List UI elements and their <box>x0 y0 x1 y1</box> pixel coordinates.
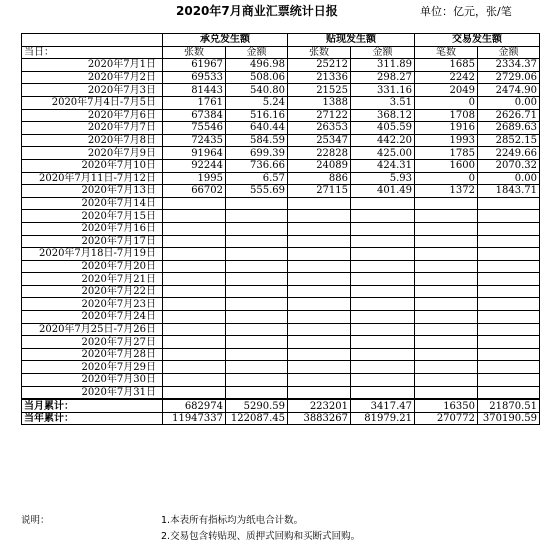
value-cell: 21525 <box>288 84 351 97</box>
date-cell: 2020年7月18日-7月19日 <box>22 248 163 261</box>
value-cell <box>288 210 351 223</box>
value-cell <box>288 298 351 311</box>
value-cell <box>226 386 288 399</box>
stats-table <box>21 33 540 425</box>
value-cell: 584.59 <box>226 134 288 147</box>
date-cell: 2020年7月2日 <box>22 71 163 84</box>
value-cell: 425.00 <box>351 147 415 160</box>
value-cell <box>351 248 415 261</box>
value-cell: 24089 <box>288 159 351 172</box>
table-row <box>22 374 540 387</box>
subheader-cell: 金额 <box>351 46 415 59</box>
unit-label: 单位：亿元，张/笔 <box>420 5 512 18</box>
group-header-row <box>22 34 540 47</box>
value-cell <box>351 210 415 223</box>
value-cell: 2474.90 <box>478 84 540 97</box>
value-cell <box>351 197 415 210</box>
value-cell <box>163 273 226 286</box>
value-cell <box>415 285 478 298</box>
value-cell: 1388 <box>288 96 351 109</box>
value-cell <box>163 210 226 223</box>
value-cell: 516.16 <box>226 109 288 122</box>
value-cell: 26353 <box>288 122 351 135</box>
value-cell: 424.31 <box>351 159 415 172</box>
value-cell <box>288 222 351 235</box>
value-cell <box>163 348 226 361</box>
total-label: 当月累计： <box>22 399 163 412</box>
value-cell: 2242 <box>415 71 478 84</box>
date-cell: 2020年7月8日 <box>22 134 163 147</box>
value-cell <box>478 311 540 324</box>
subheader-cell: 金额 <box>478 46 540 59</box>
value-cell <box>226 298 288 311</box>
note-item: 1.本表所有指标均为纸电合计数。 <box>161 515 304 526</box>
table-row <box>22 235 540 248</box>
value-cell: 1761 <box>163 96 226 109</box>
value-cell: 5.93 <box>351 172 415 185</box>
date-cell: 2020年7月9日 <box>22 147 163 160</box>
date-cell: 2020年7月10日 <box>22 159 163 172</box>
value-cell <box>478 361 540 374</box>
value-cell: 886 <box>288 172 351 185</box>
date-cell: 2020年7月28日 <box>22 348 163 361</box>
month-total-row <box>22 399 540 412</box>
value-cell <box>163 248 226 261</box>
value-cell: 27115 <box>288 185 351 198</box>
value-cell <box>163 361 226 374</box>
table-row <box>22 348 540 361</box>
value-cell: 67384 <box>163 109 226 122</box>
value-cell <box>163 311 226 324</box>
value-cell <box>226 374 288 387</box>
value-cell: 0.00 <box>478 96 540 109</box>
value-cell <box>415 273 478 286</box>
value-cell <box>478 248 540 261</box>
date-cell: 2020年7月17日 <box>22 235 163 248</box>
value-cell <box>163 197 226 210</box>
value-cell: 2334.37 <box>478 59 540 72</box>
subheader-cell: 金额 <box>226 46 288 59</box>
table-row <box>22 147 540 160</box>
value-cell <box>351 311 415 324</box>
value-cell: 0.00 <box>478 172 540 185</box>
value-cell: 1708 <box>415 109 478 122</box>
value-cell: 5290.59 <box>226 399 288 412</box>
value-cell <box>226 210 288 223</box>
value-cell <box>415 298 478 311</box>
value-cell: 1372 <box>415 185 478 198</box>
table-row <box>22 96 540 109</box>
table-row <box>22 336 540 349</box>
value-cell <box>226 348 288 361</box>
date-cell: 2020年7月6日 <box>22 109 163 122</box>
table-row <box>22 323 540 336</box>
value-cell: 496.98 <box>226 59 288 72</box>
value-cell <box>163 260 226 273</box>
date-cell: 2020年7月25日-7月26日 <box>22 323 163 336</box>
table-row <box>22 248 540 261</box>
value-cell <box>478 336 540 349</box>
value-cell <box>163 285 226 298</box>
value-cell <box>288 248 351 261</box>
value-cell: 1916 <box>415 122 478 135</box>
notes-label: 说明： <box>21 515 50 526</box>
value-cell <box>415 235 478 248</box>
date-cell: 2020年7月24日 <box>22 311 163 324</box>
value-cell: 298.27 <box>351 71 415 84</box>
value-cell: 21336 <box>288 71 351 84</box>
corner-cell <box>22 34 163 47</box>
value-cell: 27122 <box>288 109 351 122</box>
table-row <box>22 197 540 210</box>
date-cell: 2020年7月22日 <box>22 285 163 298</box>
value-cell: 270772 <box>415 412 478 425</box>
value-cell <box>478 260 540 273</box>
value-cell: 223201 <box>288 399 351 412</box>
value-cell <box>163 298 226 311</box>
value-cell: 2729.06 <box>478 71 540 84</box>
value-cell <box>478 222 540 235</box>
value-cell <box>415 348 478 361</box>
value-cell: 540.80 <box>226 84 288 97</box>
table-row <box>22 298 540 311</box>
table-row <box>22 273 540 286</box>
value-cell <box>288 285 351 298</box>
value-cell <box>351 348 415 361</box>
note-item: 2.交易包含转贴现、质押式回购和买断式回购。 <box>161 531 361 542</box>
value-cell: 72435 <box>163 134 226 147</box>
table-row <box>22 71 540 84</box>
value-cell: 122087.45 <box>226 412 288 425</box>
value-cell <box>288 197 351 210</box>
value-cell <box>478 197 540 210</box>
table-row <box>22 172 540 185</box>
value-cell <box>351 323 415 336</box>
table-row <box>22 122 540 135</box>
table-row <box>22 134 540 147</box>
value-cell <box>288 323 351 336</box>
value-cell: 69533 <box>163 71 226 84</box>
value-cell <box>288 336 351 349</box>
table-row <box>22 260 540 273</box>
value-cell: 1995 <box>163 172 226 185</box>
value-cell <box>288 386 351 399</box>
value-cell: 2249.66 <box>478 147 540 160</box>
value-cell <box>226 323 288 336</box>
table-row <box>22 210 540 223</box>
value-cell: 736.66 <box>226 159 288 172</box>
value-cell: 368.12 <box>351 109 415 122</box>
date-cell: 2020年7月1日 <box>22 59 163 72</box>
table-row <box>22 159 540 172</box>
value-cell: 16350 <box>415 399 478 412</box>
value-cell <box>478 386 540 399</box>
value-cell: 2852.15 <box>478 134 540 147</box>
value-cell <box>415 222 478 235</box>
sub-header-row <box>22 46 540 59</box>
value-cell <box>351 386 415 399</box>
value-cell: 699.39 <box>226 147 288 160</box>
table-row <box>22 59 540 72</box>
value-cell <box>226 311 288 324</box>
value-cell <box>351 298 415 311</box>
value-cell: 91964 <box>163 147 226 160</box>
value-cell: 81979.21 <box>351 412 415 425</box>
value-cell <box>226 336 288 349</box>
value-cell <box>478 374 540 387</box>
date-cell: 2020年7月27日 <box>22 336 163 349</box>
value-cell <box>226 260 288 273</box>
subheader-cell: 笔数 <box>415 46 478 59</box>
value-cell <box>288 311 351 324</box>
value-cell <box>478 210 540 223</box>
value-cell <box>478 298 540 311</box>
value-cell: 22828 <box>288 147 351 160</box>
table-row <box>22 361 540 374</box>
value-cell: 11947337 <box>163 412 226 425</box>
value-cell <box>351 336 415 349</box>
report-title: 2020年7月商业汇票统计日报 <box>176 4 338 18</box>
value-cell: 1993 <box>415 134 478 147</box>
value-cell: 405.59 <box>351 122 415 135</box>
value-cell <box>163 222 226 235</box>
table-row <box>22 84 540 97</box>
value-cell: 25212 <box>288 59 351 72</box>
date-cell: 2020年7月16日 <box>22 222 163 235</box>
value-cell <box>163 235 226 248</box>
table-row <box>22 285 540 298</box>
date-cell: 2020年7月7日 <box>22 122 163 135</box>
value-cell <box>351 260 415 273</box>
value-cell: 0 <box>415 96 478 109</box>
value-cell <box>226 361 288 374</box>
table-row <box>22 185 540 198</box>
value-cell: 3.51 <box>351 96 415 109</box>
value-cell: 555.69 <box>226 185 288 198</box>
total-label: 当年累计： <box>22 412 163 425</box>
value-cell: 1785 <box>415 147 478 160</box>
value-cell <box>226 285 288 298</box>
value-cell: 2049 <box>415 84 478 97</box>
table-row <box>22 222 540 235</box>
value-cell <box>415 260 478 273</box>
value-cell <box>226 235 288 248</box>
value-cell <box>351 235 415 248</box>
value-cell <box>415 210 478 223</box>
value-cell <box>163 323 226 336</box>
value-cell: 81443 <box>163 84 226 97</box>
date-cell: 2020年7月3日 <box>22 84 163 97</box>
value-cell <box>288 361 351 374</box>
value-cell <box>478 273 540 286</box>
value-cell: 92244 <box>163 159 226 172</box>
value-cell <box>226 273 288 286</box>
date-cell: 2020年7月11日-7月12日 <box>22 172 163 185</box>
value-cell <box>351 273 415 286</box>
value-cell: 21870.51 <box>478 399 540 412</box>
value-cell <box>478 348 540 361</box>
value-cell: 401.49 <box>351 185 415 198</box>
value-cell <box>226 222 288 235</box>
value-cell: 640.44 <box>226 122 288 135</box>
table-row <box>22 386 540 399</box>
date-cell: 2020年7月4日-7月5日 <box>22 96 163 109</box>
value-cell <box>288 374 351 387</box>
value-cell <box>415 374 478 387</box>
value-cell: 442.20 <box>351 134 415 147</box>
value-cell: 2689.63 <box>478 122 540 135</box>
value-cell: 61967 <box>163 59 226 72</box>
value-cell: 2070.32 <box>478 159 540 172</box>
value-cell: 1685 <box>415 59 478 72</box>
value-cell <box>478 235 540 248</box>
value-cell: 2626.71 <box>478 109 540 122</box>
date-cell: 2020年7月29日 <box>22 361 163 374</box>
value-cell: 508.06 <box>226 71 288 84</box>
value-cell: 331.16 <box>351 84 415 97</box>
value-cell <box>478 323 540 336</box>
value-cell <box>415 336 478 349</box>
value-cell <box>351 374 415 387</box>
value-cell <box>226 248 288 261</box>
value-cell: 3883267 <box>288 412 351 425</box>
value-cell: 682974 <box>163 399 226 412</box>
value-cell: 66702 <box>163 185 226 198</box>
value-cell: 75546 <box>163 122 226 135</box>
value-cell <box>351 285 415 298</box>
value-cell: 5.24 <box>226 96 288 109</box>
date-cell: 2020年7月20日 <box>22 260 163 273</box>
value-cell: 1843.71 <box>478 185 540 198</box>
value-cell <box>288 273 351 286</box>
value-cell <box>163 374 226 387</box>
date-cell: 2020年7月23日 <box>22 298 163 311</box>
value-cell <box>415 248 478 261</box>
value-cell <box>351 222 415 235</box>
value-cell <box>415 323 478 336</box>
group-discount: 贴现发生额 <box>288 34 415 47</box>
table-row <box>22 311 540 324</box>
date-cell: 2020年7月21日 <box>22 273 163 286</box>
value-cell: 3417.47 <box>351 399 415 412</box>
year-total-row <box>22 412 540 425</box>
row-label-header: 当日： <box>22 46 163 59</box>
value-cell <box>163 386 226 399</box>
value-cell <box>163 336 226 349</box>
value-cell <box>415 311 478 324</box>
value-cell <box>288 260 351 273</box>
value-cell <box>478 285 540 298</box>
date-cell: 2020年7月15日 <box>22 210 163 223</box>
value-cell <box>351 361 415 374</box>
value-cell <box>226 197 288 210</box>
value-cell <box>288 235 351 248</box>
date-cell: 2020年7月13日 <box>22 185 163 198</box>
value-cell: 0 <box>415 172 478 185</box>
value-cell: 311.89 <box>351 59 415 72</box>
report-header <box>0 2 554 20</box>
value-cell: 1600 <box>415 159 478 172</box>
group-acceptance: 承兑发生额 <box>163 34 288 47</box>
value-cell <box>415 386 478 399</box>
subheader-cell: 张数 <box>163 46 226 59</box>
value-cell: 25347 <box>288 134 351 147</box>
value-cell: 370190.59 <box>478 412 540 425</box>
date-cell: 2020年7月30日 <box>22 374 163 387</box>
subheader-cell: 张数 <box>288 46 351 59</box>
table-row <box>22 109 540 122</box>
date-cell: 2020年7月31日 <box>22 386 163 399</box>
date-cell: 2020年7月14日 <box>22 197 163 210</box>
group-trading: 交易发生额 <box>415 34 540 47</box>
value-cell <box>415 197 478 210</box>
value-cell: 6.57 <box>226 172 288 185</box>
value-cell <box>288 348 351 361</box>
value-cell <box>415 361 478 374</box>
